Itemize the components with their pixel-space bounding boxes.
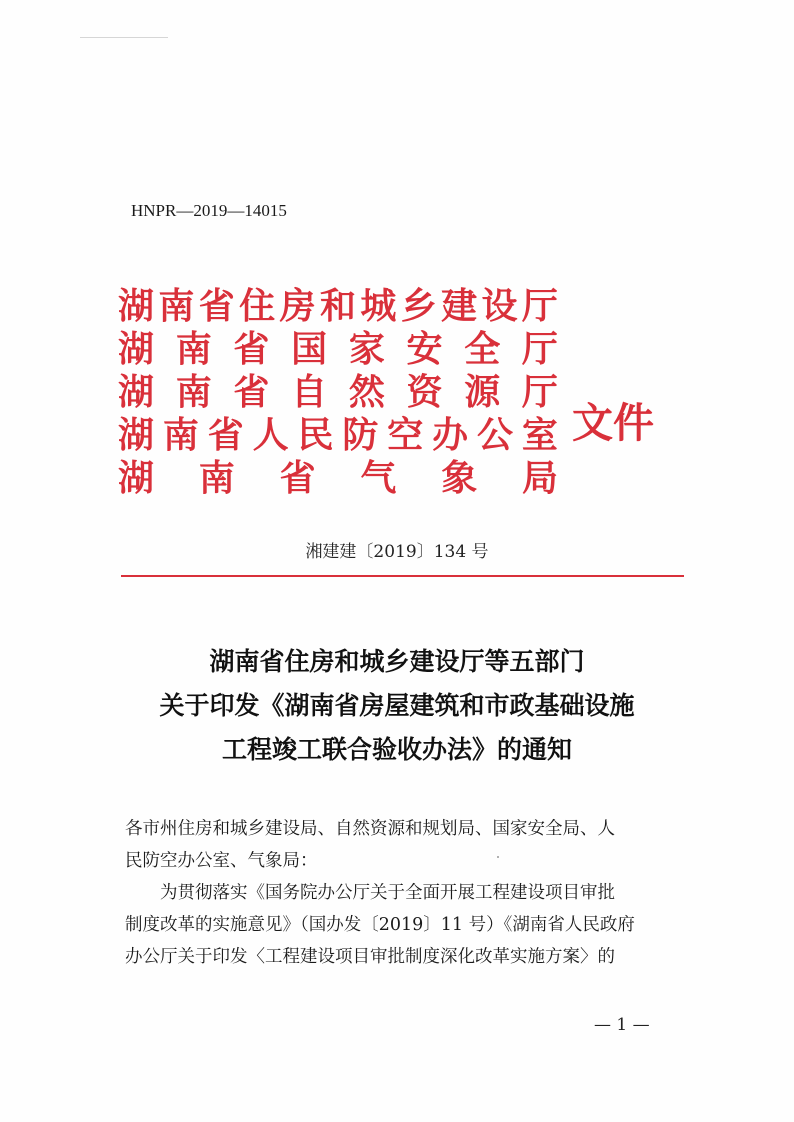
department-char: 湖 <box>118 286 155 327</box>
body-line: 民防空办公室、气象局： <box>125 851 318 871</box>
department-char: 室 <box>521 415 558 456</box>
title-line: 工程竣工联合验收办法》的通知 <box>221 735 572 764</box>
department-char: 源 <box>464 372 501 413</box>
department-char: 厅 <box>521 329 558 370</box>
department-char: 防 <box>342 415 379 456</box>
document-body <box>125 813 685 973</box>
department-char: 湖 <box>118 415 155 456</box>
body-line: 为贯彻落实《国务院办公厅关于全面开展工程建设项目审批 <box>160 883 615 903</box>
department-char: 省 <box>233 372 270 413</box>
department-char: 办 <box>432 415 469 456</box>
department-char: 南 <box>175 329 212 370</box>
department-char: 南 <box>198 458 235 499</box>
title-line: 湖南省住房和城乡建设厅等五部门 <box>209 647 585 676</box>
department-char: 省 <box>198 286 235 327</box>
department-char: 南 <box>162 415 199 456</box>
page-number: — 1 — <box>594 1015 650 1035</box>
department-char: 全 <box>464 329 501 370</box>
department-char: 民 <box>297 415 334 456</box>
department-name <box>118 285 558 328</box>
document-title <box>0 640 794 772</box>
department-char: 住 <box>239 286 276 327</box>
department-name <box>118 457 558 500</box>
title-line: 关于印发《湖南省房屋建筑和市政基础设施 <box>159 691 635 720</box>
issuing-departments <box>118 285 558 500</box>
department-char: 安 <box>406 329 443 370</box>
department-name <box>118 371 558 414</box>
department-char: 省 <box>279 458 316 499</box>
department-char: 南 <box>175 372 212 413</box>
department-char: 城 <box>360 286 397 327</box>
department-char: 房 <box>279 286 316 327</box>
department-char: 家 <box>348 329 385 370</box>
document-number: 湘建建〔2019〕134 号 <box>305 542 489 562</box>
document-label: 文件 <box>572 399 654 447</box>
scan-artifact <box>80 37 168 38</box>
department-char: 南 <box>158 286 195 327</box>
department-name <box>118 328 558 371</box>
body-line: 制度改革的实施意见》（国办发〔2019〕11 号）《湖南省人民政府 <box>125 915 635 935</box>
department-char: 省 <box>233 329 270 370</box>
department-char: 局 <box>521 458 558 499</box>
department-char: 乡 <box>400 286 437 327</box>
department-char: 然 <box>348 372 385 413</box>
department-name <box>118 414 558 457</box>
department-char: 湖 <box>118 458 155 499</box>
body-line: 各市州住房和城乡建设局、自然资源和规划局、国家安全局、人 <box>125 819 615 839</box>
body-line: 办公厅关于印发〈工程建设项目审批制度深化改革实施方案〉的 <box>125 947 615 967</box>
department-char: 和 <box>319 286 356 327</box>
department-char: 湖 <box>118 372 155 413</box>
department-char: 公 <box>477 415 514 456</box>
department-char: 资 <box>406 372 443 413</box>
department-char: 气 <box>360 458 397 499</box>
department-char: 设 <box>481 286 518 327</box>
department-char: 厅 <box>521 372 558 413</box>
department-char: 象 <box>441 458 478 499</box>
department-char: 人 <box>252 415 289 456</box>
department-char: 省 <box>207 415 244 456</box>
red-divider <box>121 575 684 577</box>
department-char: 湖 <box>118 329 155 370</box>
department-char: 厅 <box>521 286 558 327</box>
department-char: 自 <box>291 372 328 413</box>
department-char: 建 <box>441 286 478 327</box>
department-char: 国 <box>291 329 328 370</box>
document-code: HNPR—2019—14015 <box>131 201 287 220</box>
department-char: 空 <box>387 415 424 456</box>
